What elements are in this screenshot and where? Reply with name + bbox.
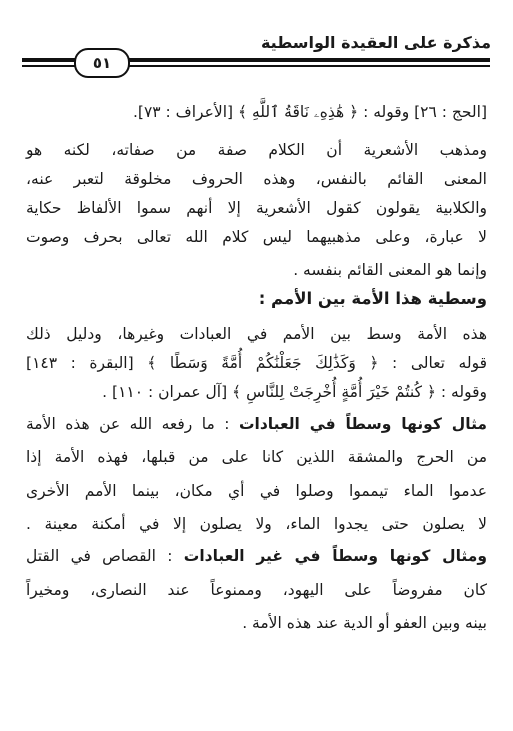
text-run: : القصاص في القتل bbox=[26, 547, 173, 565]
text-line bbox=[26, 544, 487, 572]
text-run: : ما رفعه الله عن هذه الأمة bbox=[26, 415, 230, 433]
running-header-title: مذكرة على العقيدة الواسطية bbox=[260, 33, 491, 52]
text-line: ومذهب الأشعرية أن الكلام صفة من صفاته، لكنه هو bbox=[26, 141, 487, 159]
section-heading: وسطية هذا الأمة بين الأمم : bbox=[258, 289, 487, 308]
text-line: من الحرج والمشقة اللذين كانا على من قبلها، فهذه الأمة إذا bbox=[26, 448, 487, 466]
text-line bbox=[26, 412, 487, 440]
text-line: المعنى القائم بالنفس، وهذه الحروف مخلوقة لتعبر عنه، bbox=[26, 170, 487, 188]
page-number: ٥١ bbox=[74, 48, 130, 78]
text-line: وإنما هو المعنى القائم بنفسه . bbox=[293, 261, 487, 279]
text-line: هذه الأمة وسط بين الأمم في العبادات وغيرها، ودليل ذلك bbox=[26, 325, 487, 343]
text-line: وقوله : ﴿ كُنتُمْ خَيْرَ أُمَّةٍ أُخْرِجَتْ لِلنَّاسِ ﴾ [آل عمران : ١١٠] . bbox=[102, 383, 487, 401]
text-line: قوله تعالى : ﴿ وَكَذَٰلِكَ جَعَلْنَٰكُمْ أُمَّةً وَسَطًا ﴾ [البقرة : ١٤٣] bbox=[26, 354, 487, 372]
text-line: بينه وبين العفو أو الدية عند هذه الأمة . bbox=[242, 614, 487, 632]
example-heading: ومثال كونها وسطاً في غير العبادات bbox=[183, 547, 487, 565]
text-line: كان مفروضاً على اليهود، وممنوعاً عند النصارى، ومخيراً bbox=[26, 581, 487, 599]
text-line: [الحج : ٢٦] وقوله : ﴿ هَٰذِهِۦ نَاقَةُ ٱللَّهِ ﴾ [الأعراف : ٧٣]. bbox=[132, 103, 487, 121]
text-line: عدموا الماء تيمموا وصلوا في أي مكان، بينما الأمم الأخرى bbox=[26, 482, 487, 500]
text-line: والكلابية يقولون كقول الأشعرية إلا أنهم سموا الألفاظ حكاية bbox=[26, 199, 487, 217]
text-line: لا يصلون حتى يجدوا الماء، ولا يصلون إلا في أمكنة معينة . bbox=[26, 515, 487, 533]
text-line: لا عبارة، وعلى مذهبيهما ليس كلام الله تعالى بحرف وصوت bbox=[26, 228, 487, 246]
example-heading: مثال كونها وسطاً في العبادات bbox=[238, 415, 488, 433]
